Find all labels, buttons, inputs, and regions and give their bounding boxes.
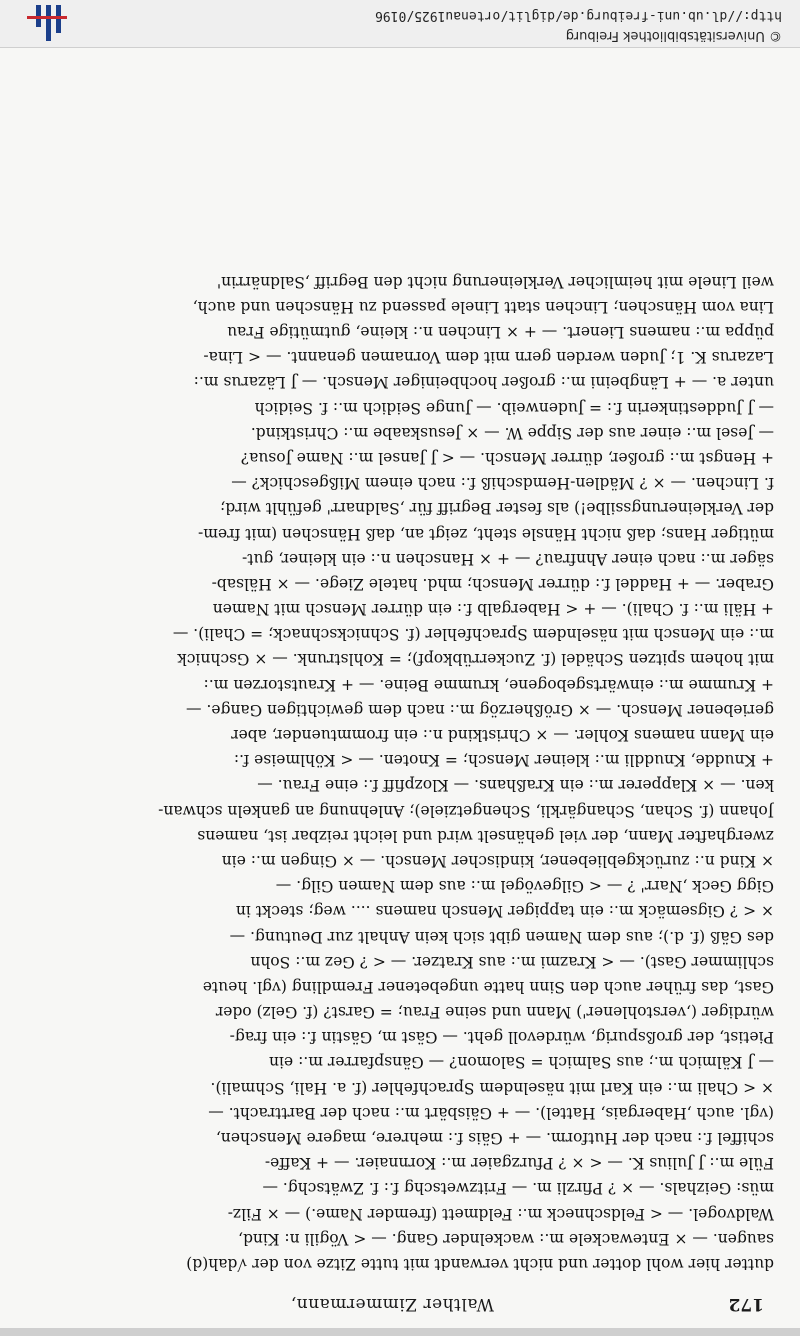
text-line: ein Mann namens Kohler. — × Christkind n.: ein frommtuender, aber [231, 726, 774, 745]
copyright-text: © Universitätsbibliothek Freiburg [565, 28, 782, 43]
text-line: — Jesel m.: einer aus der Sippe W. — × Jesuskaabe m.: Christkind. [250, 423, 774, 442]
text-line: schlimmer Gast). — < Krazmi m.: aus Kratzer. — < ? Gez m.: Sohn [250, 952, 774, 971]
text-line: Graber. — + Haddel f.: dürrer Mensch; mhd. hatele Ziege. — × Hälsab- [211, 574, 774, 593]
text-line: müs: Geizhals. — × ? Pfirzli m. — Fritzwetschg f.: f. Zwätschg. — [262, 1179, 774, 1198]
text-line: Lina vom Hänschen; Linchen statt Linele passend zu Hänschen und auch, [192, 297, 774, 316]
text-line: + Knudde, Knuddli m.: kleiner Mensch; = Knoten. — < Köhlmeise f.: [233, 751, 774, 770]
text-line: unter a. — + Längbeini m.: großer hochbeiniger Mensch. — J Läzarus m.: [193, 373, 774, 392]
logo-bar-left [56, 5, 61, 33]
text-line: m.: ein Mensch mit näselndem Sprachfehler (f. Schnickschnack; = Chali). — [172, 625, 774, 644]
text-line: + Hengst m.: großer, dürrer Mensch. — < J Jansel m.: Name Josua? [240, 449, 774, 467]
text-line: f. Linchen. — × ? Mädlen-Hemdschiß f.: nach einem Mißgeschick? — [231, 474, 774, 493]
text-line: püppa m.: namens Lienert. — + × Linchen n.: kleine, gutmütige Frau [227, 323, 774, 342]
text-line: × < ? Gigsemäck m.: ein tappiger Mensch namens .... weg; steckt in [235, 902, 774, 921]
text-line: Lazarus K. 1; Juden werden gern mit dem Vornamen genannt. — < Lina- [203, 348, 774, 367]
viewer-footer-bar [0, 1328, 800, 1336]
source-bar [0, 0, 800, 48]
text-line: + Krumme m.: einwärtsgebogene, krumme Beine. — + Krautstorzen m.: [203, 675, 774, 694]
text-line: schiffel f.: nach der Hutform. — + Gäis f.: mehrere, magere Menschen, [215, 1129, 774, 1148]
ub-freiburg-logo-icon [23, 3, 67, 41]
body-text [22, 269, 774, 1277]
text-line: ken. — × Klapperer m.: ein Kraßhans. — Klozpfiff f.: eine Frau. — [257, 776, 774, 795]
logo-red-mark [27, 16, 67, 19]
text-line: mit hohem spitzen Schädel (f. Zuckerrübkopf); = Kohlstrunk. — × Gschnick [177, 650, 774, 669]
text-line: mütiger Hans; daß nicht Hänsle steht, zeigt an, daß Hänschen (mit frem- [198, 524, 774, 543]
text-line: Pietist, der großspurig, würdevoll geht. — Gäst m, Gästin f.: ein frag- [229, 1028, 774, 1047]
text-line: — J Juddestinkerin f.: = Judenweib. — Junge Seidich m.: f. Seidich [254, 398, 774, 417]
text-line: × < Chali m.: ein Karl mit näselndem Sprachfehler (f. a. Hali, Schmali). [210, 1078, 774, 1097]
text-line: säger m.: nach einer Ahnfrau? — + × Hanschen n.: ein kleiner, gut- [242, 549, 774, 568]
scanned-page [0, 48, 800, 1328]
source-url[interactable]: http://dl.ub.uni-freiburg.de/diglit/ortenau1925/0196 [375, 8, 782, 23]
page-number: 172 [728, 1294, 764, 1314]
text-line: Gigg Geck ,Narr' ? — < Gilgevögel m.: aus dem Namen Gilg. — [275, 877, 774, 896]
text-line: + Häli m.: f. Chali). — + < Habergalb f.: ein dürrer Mensch mit Namen [212, 600, 774, 619]
text-line: saugen. — × Entewackele m.: wackelnder Gang. — < Vögili n: Kind, [238, 1229, 774, 1248]
text-line: — J Kälmich m.; aus Salmich = Salomon? — Gänspfarrer m.: ein [269, 1053, 774, 1072]
text-line: der Verkleinerungssilbe!) als fester Begriff für ,Saldnarr' gefühlt wird; [220, 499, 774, 518]
text-line: Gast, das früher auch den Sinn hatte ungebetener Fremdling (vgl. heute [202, 977, 774, 996]
text-line: würdiger (,verstohlener') Mann und seine Frau; = Garst? (f. Gelz) oder [215, 1003, 774, 1022]
text-line: weil Linele mit heimlicher Verkleinerung nicht den Begriff ,Saldnärrin' [216, 272, 774, 291]
text-line: Waldvogel. — < Feldschneck m.: Feldmett (fremder Name.) — × Filz- [227, 1204, 774, 1223]
text-line: des Gäß (f. d.); aus dem Namen gibt sich kein Anhalt zur Deutung. — [229, 927, 774, 946]
text-line: × Kind n.: zurückgebliebener, kindischer Mensch. — × Gingen m.: ein [221, 852, 774, 870]
running-title: Walther Zimmermann, [290, 1294, 494, 1314]
text-line: Johann (f. Schan, Schangärkli, Schengetziele); Anlehnung an gankeln schwan- [158, 801, 774, 820]
text-line: zwerghafter Mann, der viel gehänselt wird und leicht reizbar ist, namens [197, 826, 774, 845]
page-header [24, 1288, 774, 1318]
logo-bar-center [46, 5, 51, 41]
text-line: geriebener Mensch. — × Größherzög m.: nach dem gewichtigen Gange. — [186, 700, 774, 719]
text-line: dutter hier wohl dotter und nicht verwandt mit tutte Zitze von der √dah(d) [186, 1255, 774, 1273]
text-line: Füle m.: J Julius K. — < × ? Pfurzgaier m.: Kornnaier. — + Kaffe- [264, 1154, 774, 1173]
text-line: (vgl. auch ,Habergais, Hattel). — + Gäisbärt m.: nach der Barttracht. — [208, 1103, 774, 1122]
